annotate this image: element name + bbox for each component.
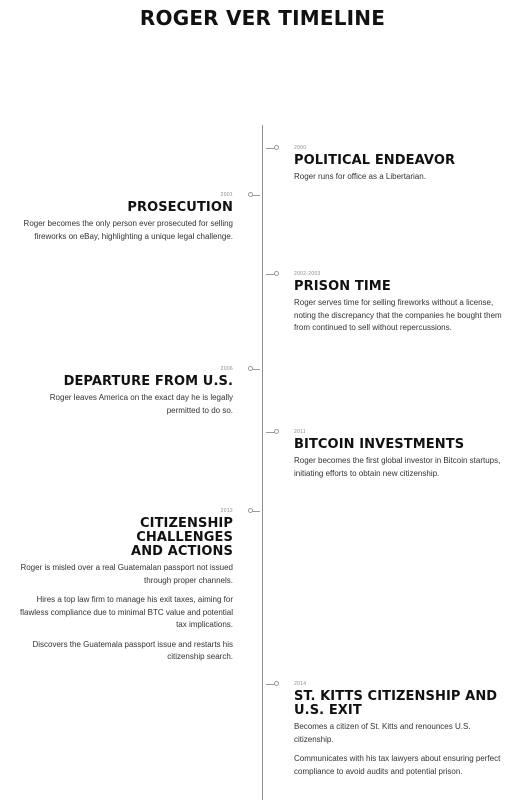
event-description: Becomes a citizen of St. Kitts and renounces U.S. citizenship.	[294, 722, 471, 744]
event-description: Roger is misled over a real Guatemalan passport not issued through proper channels.	[20, 563, 233, 585]
event-year: 2000	[294, 145, 307, 151]
event-description: Hires a top law firm to manage his exit taxes, aiming for flawless compliance due to minimal BTC value and potential tax implications.	[20, 595, 233, 629]
event-description: Communicates with his tax lawyers about ensuring perfect compliance to avoid audits and potential prison.	[294, 754, 501, 776]
event-title: PRISON TIME	[294, 279, 391, 294]
event-description: Roger leaves America on the exact day he is legally permitted to do so.	[49, 393, 233, 415]
timeline-marker	[274, 429, 279, 434]
timeline-marker	[274, 681, 279, 686]
event-title: PROSECUTION	[127, 200, 233, 215]
timeline-event-2002-2003	[294, 270, 508, 342]
page-title: ROGER VER TIMELINE	[139, 6, 386, 30]
timeline-event-2011	[294, 428, 508, 487]
timeline-marker	[274, 145, 279, 150]
event-title: BITCOIN INVESTMENTS	[294, 437, 465, 452]
timeline-event-2012	[15, 507, 233, 671]
timeline-marker	[248, 508, 253, 513]
event-description: Discovers the Guatemala passport issue and restarts his citizenship search.	[32, 639, 233, 661]
event-title: DEPARTURE FROM U.S.	[63, 374, 233, 389]
event-year: 2011	[294, 429, 306, 435]
event-title: CITIZENSHIP CHALLENGES AND ACTIONS	[131, 516, 233, 559]
timeline-event-2000	[294, 144, 508, 191]
event-description: Roger becomes the only person ever prosecuted for selling fireworks on eBay, highlighting a unique legal challenge.	[23, 219, 233, 241]
event-year: 2001	[220, 192, 233, 198]
event-year: 2002-2003	[294, 271, 321, 277]
event-year: 2012	[220, 508, 233, 514]
timeline-marker	[274, 271, 279, 276]
timeline-event-2006	[15, 365, 233, 424]
timeline-event-2001	[15, 191, 233, 250]
timeline-marker	[248, 192, 253, 197]
timeline-marker	[248, 366, 253, 371]
event-year: 2014	[294, 681, 307, 687]
event-description: Roger becomes the first global investor in Bitcoin startups, initiating efforts to obtain new citizenship.	[294, 456, 501, 478]
timeline-axis	[262, 125, 263, 800]
event-description: Roger runs for office as a Libertarian.	[294, 172, 426, 181]
timeline-event-2014	[294, 680, 508, 785]
event-description: Roger serves time for selling fireworks without a license, noting the discrepancy that the companies he bought them from continued to sell without repercussions.	[294, 298, 502, 332]
event-year: 2006	[220, 366, 233, 372]
event-title: POLITICAL ENDEAVOR	[294, 153, 456, 168]
event-title: ST. KITTS CITIZENSHIP AND U.S. EXIT	[294, 689, 498, 718]
